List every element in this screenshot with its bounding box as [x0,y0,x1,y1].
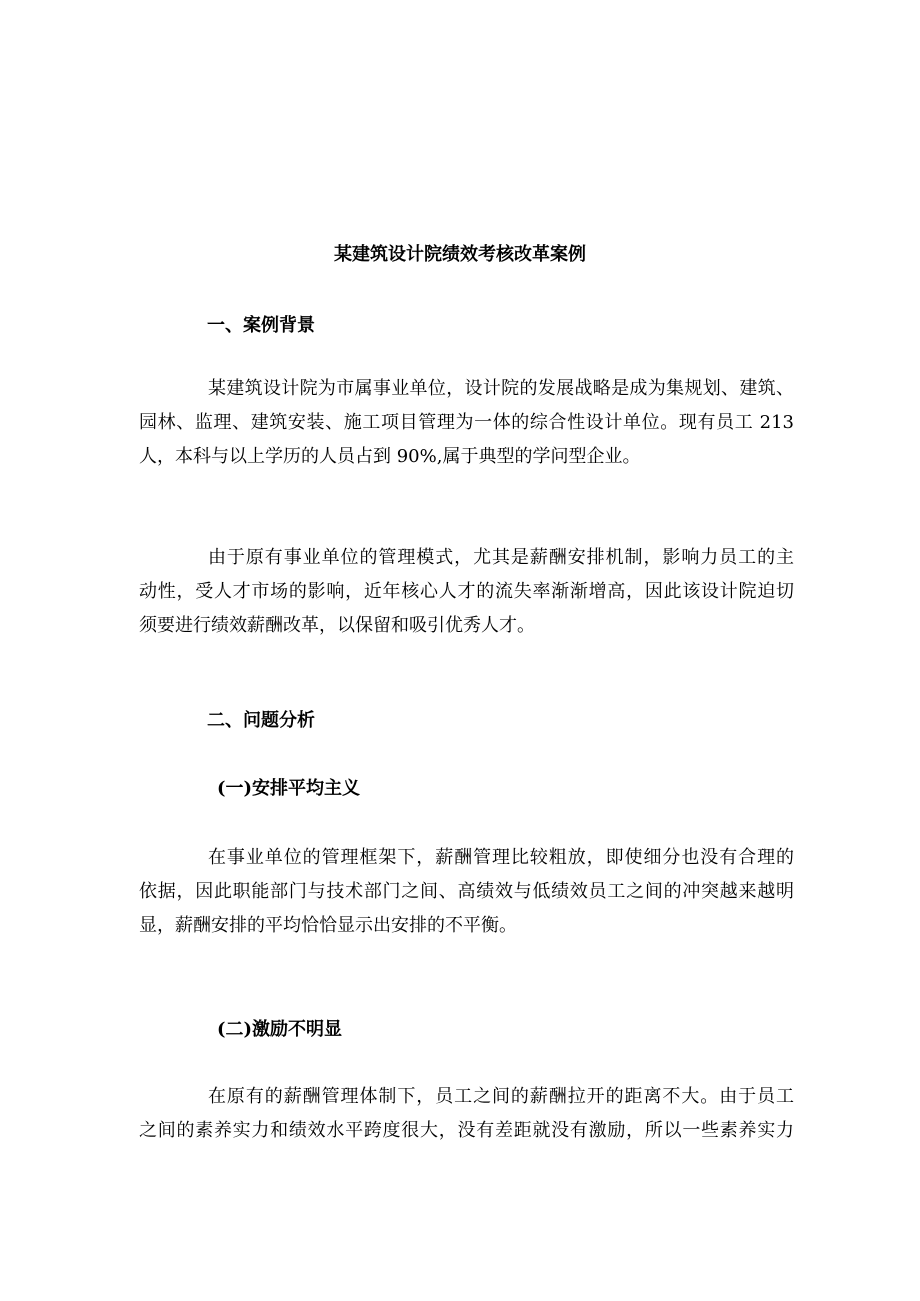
paragraph-egalitarianism [139,841,794,943]
paragraph-line: 某建筑设计院为市属事业单位，设计院的发展战略是成为集规划、建筑、 [208,378,794,399]
paragraph-background-1 [139,372,794,474]
document-title: 某建筑设计院绩效考核改革案例 [334,244,586,265]
paragraph-line: 由于原有事业单位的管理模式，尤其是薪酬安排机制，影响力员工的主 [208,547,794,568]
paragraph-line: 动性，受人才市场的影响，近年核心人才的流失率渐渐增高，因此该设计院迫切 [139,581,794,602]
subsection-heading-egalitarianism: (一)安排平均主义 [217,778,361,799]
paragraph-line: 人，本科与以上学历的人员占到 90%,属于典型的学问型企业。 [139,446,641,467]
paragraph-background-2 [139,541,794,643]
section-heading-background: 一、案例背景 [207,315,315,336]
paragraph-line: 显，薪酬安排的平均恰恰显示出安排的不平衡。 [139,915,517,936]
paragraph-line: 依据，因此职能部门与技术部门之间、高绩效与低绩效员工之间的冲突越来越明 [139,881,794,902]
paragraph-line: 园林、监理、建筑安装、施工项目管理为一体的综合性设计单位。现有员工 213 [139,412,794,433]
paragraph-weak-incentive [139,1080,794,1148]
subsection-heading-weak-incentive: (二)激励不明显 [217,1019,343,1040]
paragraph-line: 须要进行绩效薪酬改革，以保留和吸引优秀人才。 [139,615,535,636]
paragraph-line: 之间的素养实力和绩效水平跨度很大，没有差距就没有激励，所以一些素养实力 [139,1120,794,1141]
paragraph-line: 在事业单位的管理框架下，薪酬管理比较粗放，即使细分也没有合理的 [208,847,794,868]
paragraph-line: 在原有的薪酬管理体制下，员工之间的薪酬拉开的距离不大。由于员工 [208,1086,794,1107]
section-heading-problem-analysis: 二、问题分析 [207,710,315,731]
